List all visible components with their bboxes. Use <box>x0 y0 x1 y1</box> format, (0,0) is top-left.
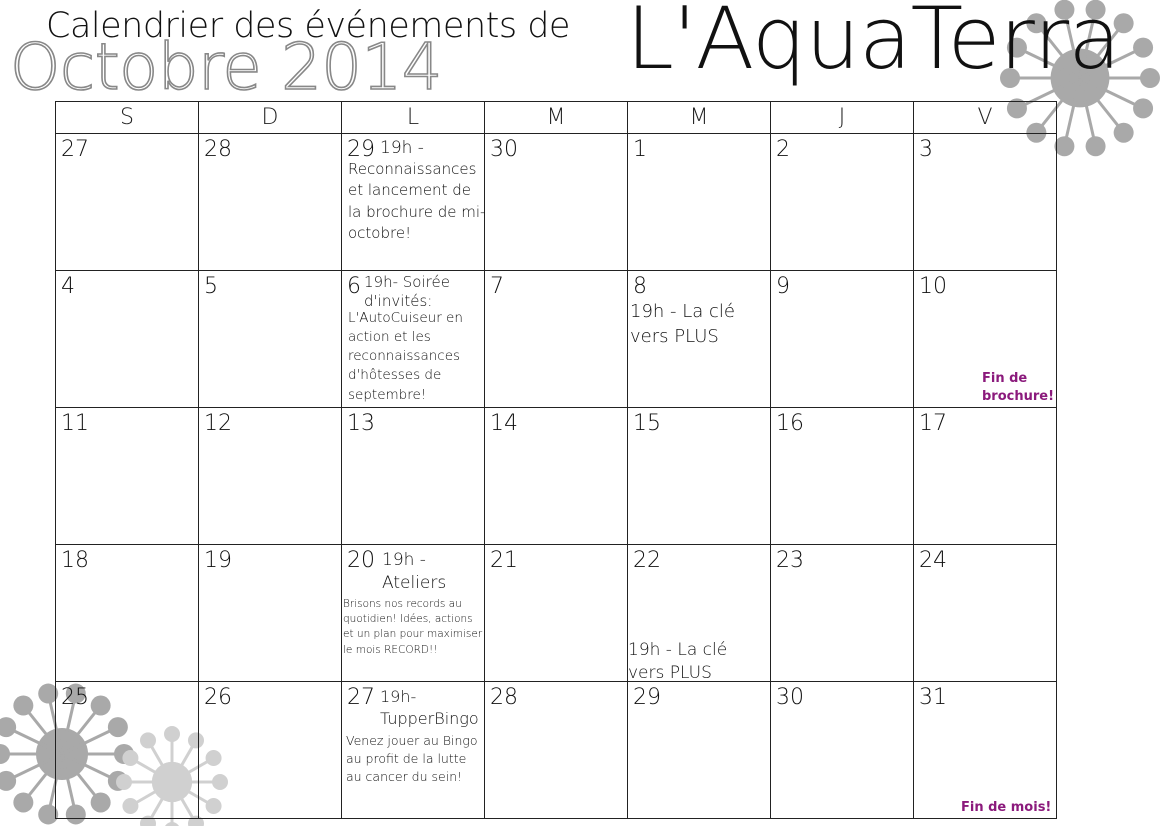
day-number: 4 <box>61 274 75 299</box>
day-cell <box>771 545 914 682</box>
day-cell <box>485 682 628 819</box>
day-cell <box>914 682 1057 819</box>
day-cell <box>199 682 342 819</box>
day-cell <box>628 682 771 819</box>
day-number: 10 <box>919 274 947 299</box>
day-number: 25 <box>61 685 89 710</box>
day-cell <box>485 408 628 545</box>
day-cell <box>628 408 771 545</box>
day-cell <box>199 271 342 408</box>
day-number: 22 <box>633 548 661 573</box>
weekday-header: V <box>914 102 1057 134</box>
day-number: 27 <box>61 137 89 162</box>
day-cell <box>485 134 628 271</box>
event-description: Brisons nos records au quotidien! Idées, actions et un plan pour maximiser le mois RECORD!! <box>343 598 483 656</box>
day-number: 9 <box>776 274 790 299</box>
day-number: 2 <box>776 137 790 162</box>
day-cell <box>342 134 485 271</box>
day-number: 29 <box>633 685 661 710</box>
event-text: 19h - La clé vers PLUS <box>630 301 736 348</box>
day-number: 17 <box>919 411 947 436</box>
day-number: 1 <box>633 137 647 162</box>
day-number: 31 <box>919 685 947 710</box>
week-row <box>56 271 1057 408</box>
day-cell <box>485 271 628 408</box>
brochure-end-note: Fin de brochure! <box>982 371 1055 404</box>
day-cell <box>199 134 342 271</box>
day-number: 29 <box>347 137 375 162</box>
day-number: 7 <box>490 274 504 299</box>
day-cell <box>199 545 342 682</box>
day-number: 20 <box>347 548 375 573</box>
day-cell <box>342 682 485 819</box>
day-number: 26 <box>204 685 232 710</box>
event-description: Reconnaissances et lancement de la brochure de mi-octobre! <box>348 160 486 242</box>
event-heading: 19h - <box>380 138 424 158</box>
event-heading: 19h- TupperBingo <box>380 687 479 728</box>
day-number: 28 <box>204 137 232 162</box>
day-number: 14 <box>490 411 518 436</box>
header-brand: L'AquaTerra <box>626 0 1120 89</box>
event-heading: 19h- Soirée d'invités: <box>364 273 450 310</box>
day-cell <box>56 271 199 408</box>
event-heading: 19h - Ateliers <box>382 550 447 593</box>
day-cell <box>628 545 771 682</box>
day-cell <box>342 271 485 408</box>
day-cell <box>56 545 199 682</box>
weekday-header: M <box>628 102 771 134</box>
day-cell <box>628 271 771 408</box>
week-row <box>56 408 1057 545</box>
day-number: 27 <box>347 685 375 710</box>
header-month: Octobre 2014 <box>10 31 442 105</box>
weekday-header: S <box>56 102 199 134</box>
day-cell <box>771 682 914 819</box>
day-cell <box>771 408 914 545</box>
weekday-header: D <box>199 102 342 134</box>
event-description: L'AutoCuiseur en action et les reconnaissances d'hôtesses de septembre! <box>348 310 463 403</box>
day-number: 13 <box>347 411 375 436</box>
day-cell <box>914 545 1057 682</box>
day-cell <box>914 271 1057 408</box>
day-cell <box>56 682 199 819</box>
calendar-grid <box>55 101 1057 819</box>
day-number: 28 <box>490 685 518 710</box>
month-end-note: Fin de mois! <box>961 800 1052 815</box>
day-number: 6 <box>347 274 361 299</box>
day-number: 21 <box>490 548 518 573</box>
day-cell <box>771 134 914 271</box>
weekday-header: J <box>771 102 914 134</box>
weekday-header: M <box>485 102 628 134</box>
day-cell <box>485 545 628 682</box>
day-number: 19 <box>204 548 232 573</box>
day-cell <box>56 408 199 545</box>
week-row <box>56 545 1057 682</box>
week-row <box>56 682 1057 819</box>
day-cell <box>199 408 342 545</box>
weekday-header: L <box>342 102 485 134</box>
day-number: 16 <box>776 411 804 436</box>
weekday-header-row <box>56 102 1057 134</box>
day-cell <box>771 271 914 408</box>
day-number: 5 <box>204 274 218 299</box>
day-cell <box>914 134 1057 271</box>
day-number: 3 <box>919 137 933 162</box>
event-text: 19h - La clé vers PLUS <box>628 640 728 683</box>
day-cell <box>628 134 771 271</box>
header-title-line: Calendrier des événements de <box>46 6 570 46</box>
day-number: 30 <box>490 137 518 162</box>
event-description: Venez jouer au Bingo au profit de la lutte au cancer du sein! <box>346 733 478 784</box>
day-cell <box>342 545 485 682</box>
day-cell <box>56 134 199 271</box>
day-cell <box>914 408 1057 545</box>
day-number: 11 <box>61 411 89 436</box>
day-number: 18 <box>61 548 89 573</box>
day-number: 12 <box>204 411 232 436</box>
day-number: 23 <box>776 548 804 573</box>
day-number: 24 <box>919 548 947 573</box>
day-number: 8 <box>633 274 647 299</box>
day-cell <box>342 408 485 545</box>
week-row <box>56 134 1057 271</box>
day-number: 30 <box>776 685 804 710</box>
day-number: 15 <box>633 411 661 436</box>
